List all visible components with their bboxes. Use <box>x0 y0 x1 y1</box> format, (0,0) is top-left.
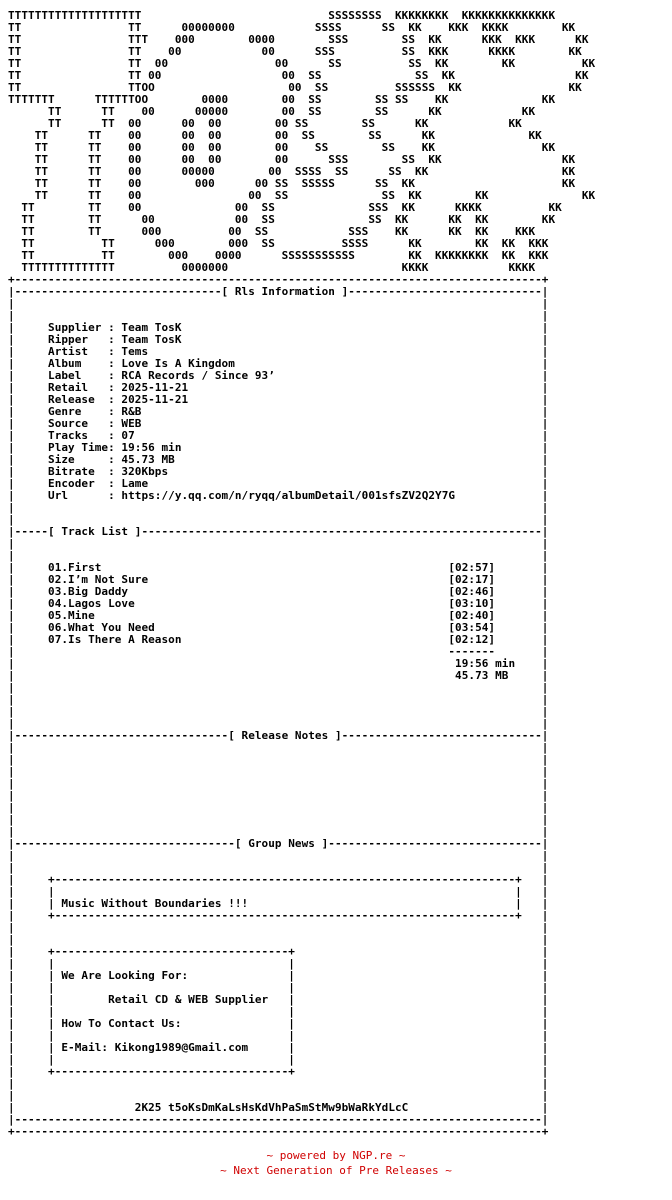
nfo-line: | Label : RCA Records / Since 93’ | <box>8 369 549 382</box>
nfo-line: | Ripper : Team TosK | <box>8 333 549 346</box>
nfo-line: TT TT 00 00000 00 SSSS SS SS KK KK <box>8 165 576 178</box>
nfo-line: | | <box>8 705 549 718</box>
nfo-line: TTTTTTTTTTTTTT 0000000 KKKK KKKK <box>8 261 536 274</box>
nfo-line: | | <box>8 537 549 550</box>
nfo-line: | Url : https://y.qq.com/n/ryqq/albumDetail/001sfsZV2Q2Y7G | <box>8 489 549 502</box>
nfo-line: | | | | <box>8 1029 549 1042</box>
nfo-line: | Genre : R&B | <box>8 405 549 418</box>
nfo-line: | Artist : Tems | <box>8 345 549 358</box>
nfo-line: TT TT 00 00 SS SS KK KK KK <box>8 189 596 202</box>
nfo-line: TT TT 00 00 00 00 SS SS KK KK <box>8 129 542 142</box>
nfo-line: | 19:56 min | <box>8 657 549 670</box>
nfo-line: | | <box>8 1089 549 1102</box>
nfo-line: |-------------------------------[ Rls Information ]-----------------------------| <box>8 285 549 298</box>
nfo-line: | | We Are Looking For: | | <box>8 969 549 982</box>
nfo-line: | +-----------------------------------+ | <box>8 945 549 958</box>
nfo-line: | | <box>8 1077 549 1090</box>
nfo-line: | | Music Without Boundaries !!! | | <box>8 897 549 910</box>
nfo-line: TT TT 00 00 SS SS KK KK <box>8 69 589 82</box>
nfo-line: | Supplier : Team TosK | <box>8 321 549 334</box>
nfo-line: TT TT 00 00 00 00 SSS SS KK KK <box>8 153 576 166</box>
nfo-line: TT TT 00 00 SS SS KK KK KK <box>8 57 596 70</box>
nfo-line: | | <box>8 825 549 838</box>
nfo-line: | Album : Love Is A Kingdom | <box>8 357 549 370</box>
nfo-line: | Size : 45.73 MB | <box>8 453 549 466</box>
nfo-line: | | | | <box>8 885 549 898</box>
nfo-line: | | <box>8 513 549 526</box>
nfo-line: | Encoder : Lame | <box>8 477 549 490</box>
nfo-line: | | <box>8 501 549 514</box>
nfo-line: | Tracks : 07 | <box>8 429 549 442</box>
nfo-line: | 07.Is There A Reason [02:12] | <box>8 633 549 646</box>
nfo-line: | +---------------------------------------------------------------------+ | <box>8 873 549 886</box>
nfo-line: | 03.Big Daddy [02:46] | <box>8 585 549 598</box>
nfo-line: TT TT 000 000 SS SSSS KK KK KK KKK <box>8 237 549 250</box>
nfo-line: | 45.73 MB | <box>8 669 549 682</box>
nfo-line: | | | | <box>8 957 549 970</box>
nfo-line: | Retail : 2025-11-21 | <box>8 381 549 394</box>
nfo-line: | | <box>8 801 549 814</box>
nfo-line: TT TT 00 00 SS SSS KK KKKK KK <box>8 201 562 214</box>
nfo-line: | | <box>8 849 549 862</box>
nfo-line: TT TTT 000 0000 SSS SS KK KKK KKK KK <box>8 33 589 46</box>
nfo-line: | | <box>8 921 549 934</box>
nfo-line: |-----[ Track List ]------------------------------------------------------------| <box>8 525 549 538</box>
nfo-line: | | How To Contact Us: | | <box>8 1017 549 1030</box>
nfo-line: TT TT 000 00 SS SSS KK KK KK KKK <box>8 225 536 238</box>
nfo-line: | | | | <box>8 1005 549 1018</box>
nfo-line: |---------------------------------[ Group News ]--------------------------------| <box>8 837 549 850</box>
nfo-line: | +---------------------------------------------------------------------+ | <box>8 909 549 922</box>
nfo-line: +-------------------------------------------------------------------------------+ <box>8 273 549 286</box>
nfo-line: | 04.Lagos Love [03:10] | <box>8 597 549 610</box>
nfo-line: | Release : 2025-11-21 | <box>8 393 549 406</box>
nfo-line: | +-----------------------------------+ | <box>8 1065 549 1078</box>
nfo-line: | Source : WEB | <box>8 417 549 430</box>
nfo-line: TTTTTTTTTTTTTTTTTTTT SSSSSSSS KKKKKKKK KKKKKKKKKKKKKK <box>8 9 556 22</box>
nfo-line: | | <box>8 789 549 802</box>
nfo-line: | | <box>8 309 549 322</box>
nfo-line: | 2K25 t5oKsDmKaLsHsKdVhPaSmStMw9bWaRkYdLcC | <box>8 1101 549 1114</box>
nfo-line: | | E-Mail: Kikong1989@Gmail.com | | <box>8 1041 549 1054</box>
nfo-line: | Bitrate : 320Kbps | <box>8 465 549 478</box>
nfo-line: |-------------------------------------------------------------------------------| <box>8 1113 549 1126</box>
nfo-line: | ------- | <box>8 645 549 658</box>
nfo-document <box>8 10 595 1138</box>
nfo-line: | 02.I’m Not Sure [02:17] | <box>8 573 549 586</box>
nfo-line: | | <box>8 549 549 562</box>
nfo-line: TT TT 00 00 00 00 SS SS KK KK <box>8 117 522 130</box>
nfo-line: | | <box>8 813 549 826</box>
nfo-line: | | | | <box>8 981 549 994</box>
nfo-line: |--------------------------------[ Release Notes ]------------------------------| <box>8 729 549 742</box>
nfo-line: | | <box>8 765 549 778</box>
nfo-line: | | <box>8 861 549 874</box>
nfo-line: TT TT 00 00 SSS SS KKK KKKK KK <box>8 45 582 58</box>
nfo-line: | | <box>8 717 549 730</box>
nfo-line: TTTTTTT TTTTTTOO 0000 00 SS SS SS KK KK <box>8 93 556 106</box>
nfo-line: TT TT 00 00 00 00 SS SS KK KK <box>8 141 556 154</box>
nfo-line: TT TTOO 00 SS SSSSSS KK KK <box>8 81 582 94</box>
nfo-line: | | <box>8 741 549 754</box>
nfo-line: | | <box>8 693 549 706</box>
nfo-line: | 05.Mine [02:40] | <box>8 609 549 622</box>
tagline-text: ~ Next Generation of Pre Releases ~ <box>220 1164 452 1177</box>
nfo-line: | 01.First [02:57] | <box>8 561 549 574</box>
powered-by-text: ~ powered by NGP.re ~ <box>266 1149 406 1162</box>
nfo-line: | | <box>8 297 549 310</box>
nfo-line: | | <box>8 933 549 946</box>
nfo-line: | | <box>8 681 549 694</box>
nfo-line: | | | | <box>8 1053 549 1066</box>
nfo-line: | | <box>8 777 549 790</box>
nfo-line: | Play Time: 19:56 min | <box>8 441 549 454</box>
nfo-line: +-------------------------------------------------------------------------------+ <box>8 1125 549 1138</box>
nfo-line: TT TT 00 00000 00 SS SS KK KK <box>8 105 536 118</box>
nfo-line: | 06.What You Need [03:54] | <box>8 621 549 634</box>
nfo-line: TT TT 00 00 SS SS KK KK KK KK <box>8 213 556 226</box>
nfo-line: | | <box>8 753 549 766</box>
nfo-line: TT TT 00000000 SSSS SS KK KKK KKKK KK <box>8 21 576 34</box>
nfo-line: | | Retail CD & WEB Supplier | | <box>8 993 549 1006</box>
nfo-line: TT TT 00 000 00 SS SSSSS SS KK KK <box>8 177 576 190</box>
nfo-line: TT TT 000 0000 SSSSSSSSSSS KK KKKKKKKK KK KKK <box>8 249 549 262</box>
